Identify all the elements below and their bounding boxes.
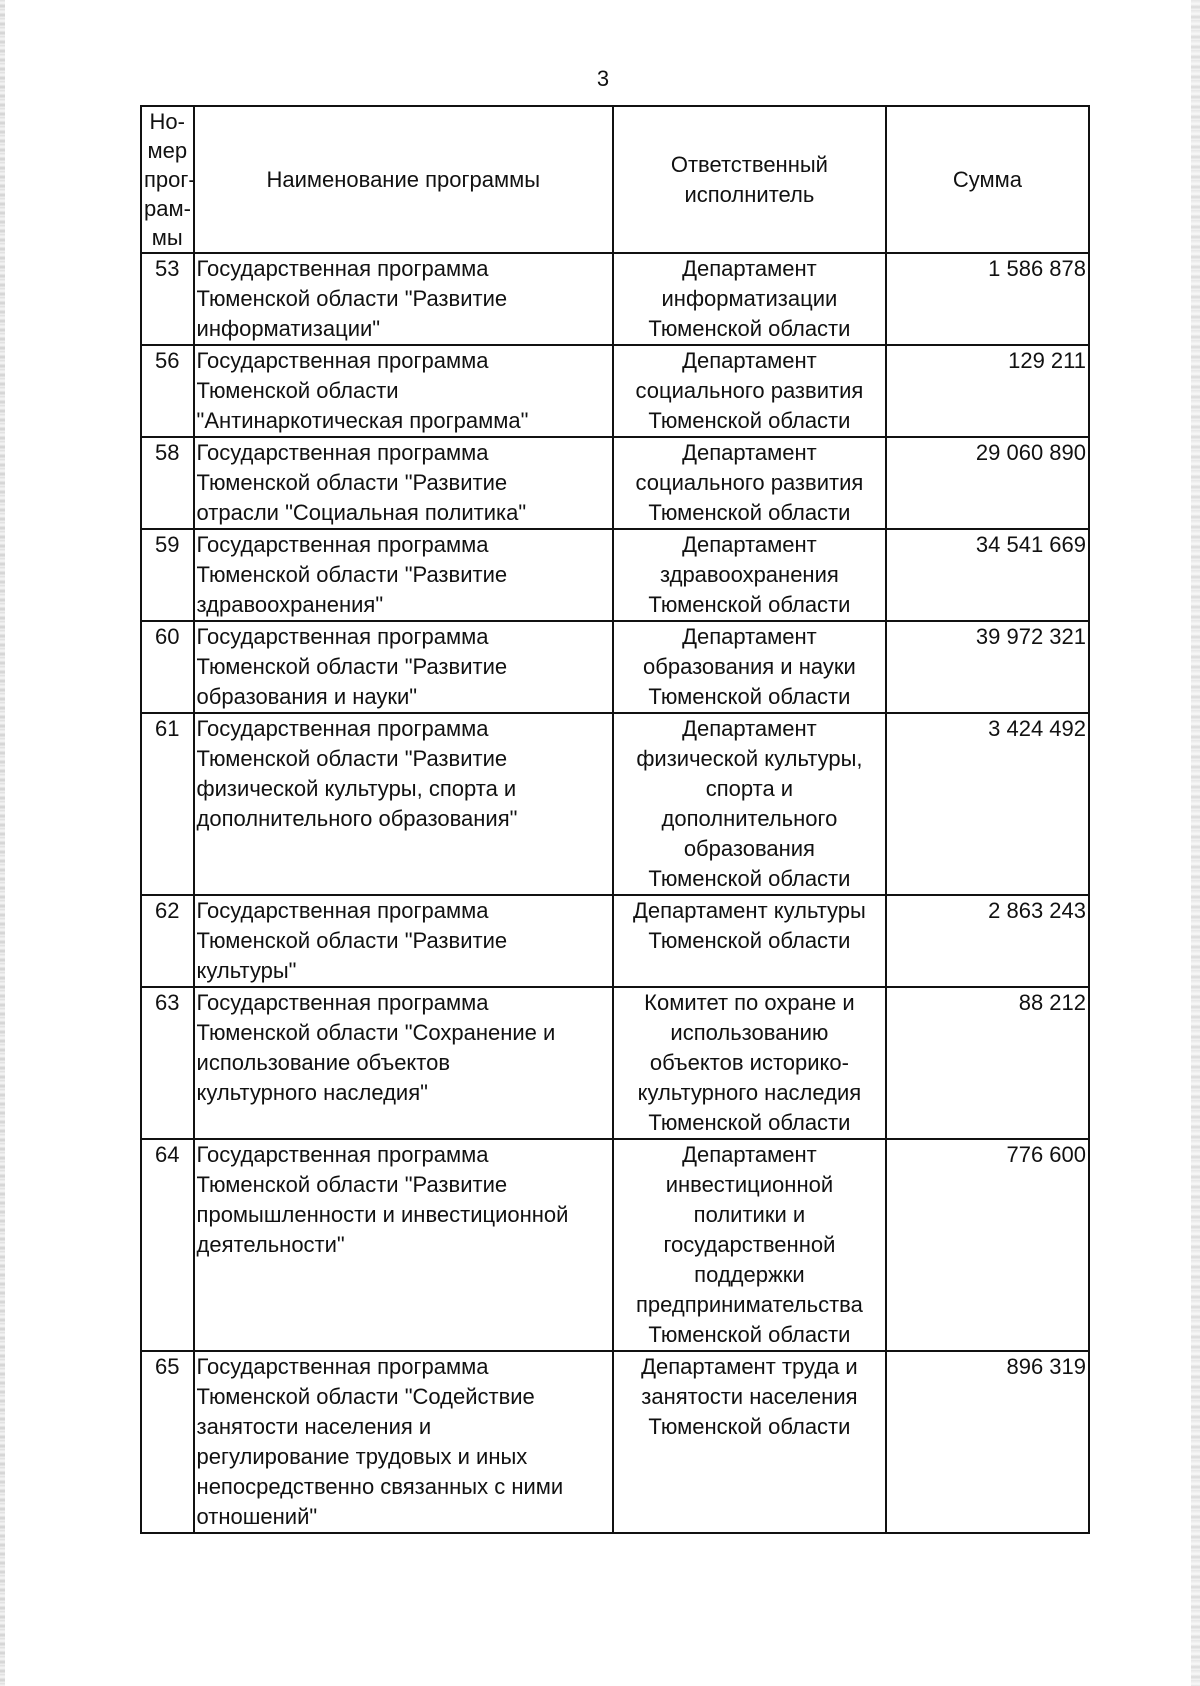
program-name: Государственная программа Тюменской области "Развитие здравоохранения" [194,529,613,621]
program-sum: 776 600 [886,1139,1089,1351]
scan-edge-left [0,0,5,1686]
program-sum: 896 319 [886,1351,1089,1533]
table-row [141,529,1089,621]
table-row [141,1351,1089,1533]
header-row [141,106,1089,253]
table-row [141,987,1089,1139]
program-responsible: Департамент физической культуры, спорта и дополнительного образования Тюменской области [613,713,886,895]
program-sum: 3 424 492 [886,713,1089,895]
program-sum: 2 863 243 [886,895,1089,987]
program-name: Государственная программа Тюменской области "Развитие отрасли "Социальная политика" [194,437,613,529]
header-number: Но- мер прог- рам- мы [141,106,194,253]
page-number: 3 [596,66,610,91]
header-responsible: Ответственный исполнитель [613,106,886,253]
program-responsible: Комитет по охране и использованию объектов историко- культурного наследия Тюменской области [613,987,886,1139]
program-sum: 88 212 [886,987,1089,1139]
scan-edge-right [1191,0,1200,1686]
program-sum: 39 972 321 [886,621,1089,713]
table-row [141,713,1089,895]
program-responsible: Департамент социального развития Тюменской области [613,437,886,529]
table-header [141,106,1089,253]
program-number: 63 [141,987,194,1139]
table-row [141,345,1089,437]
program-name: Государственная программа Тюменской области "Антинаркотическая программа" [194,345,613,437]
program-number: 64 [141,1139,194,1351]
program-responsible: Департамент социального развития Тюменской области [613,345,886,437]
table-row [141,621,1089,713]
program-name: Государственная программа Тюменской области "Содействие занятости населения и регулирование трудовых и иных непосредственно связанных с ними отношений" [194,1351,613,1533]
table-body [141,253,1089,1533]
program-number: 58 [141,437,194,529]
programs-table [140,105,1090,1534]
table-row [141,895,1089,987]
program-number: 59 [141,529,194,621]
program-responsible: Департамент здравоохранения Тюменской области [613,529,886,621]
program-name: Государственная программа Тюменской области "Развитие промышленности и инвестиционной деятельности" [194,1139,613,1351]
program-responsible: Департамент образования и науки Тюменской области [613,621,886,713]
header-name: Наименование программы [194,106,613,253]
program-number: 65 [141,1351,194,1533]
table-row [141,1139,1089,1351]
table-row [141,437,1089,529]
program-number: 60 [141,621,194,713]
program-number: 62 [141,895,194,987]
program-responsible: Департамент труда и занятости населения Тюменской области [613,1351,886,1533]
program-number: 53 [141,253,194,345]
program-responsible: Департамент информатизации Тюменской области [613,253,886,345]
program-number: 61 [141,713,194,895]
program-name: Государственная программа Тюменской области "Развитие культуры" [194,895,613,987]
program-responsible: Департамент инвестиционной политики и государственной поддержки предпринимательства Тюменской области [613,1139,886,1351]
program-sum: 29 060 890 [886,437,1089,529]
program-name: Государственная программа Тюменской области "Сохранение и использование объектов культурного наследия" [194,987,613,1139]
program-number: 56 [141,345,194,437]
program-sum: 1 586 878 [886,253,1089,345]
program-sum: 129 211 [886,345,1089,437]
program-responsible: Департамент культуры Тюменской области [613,895,886,987]
program-name: Государственная программа Тюменской области "Развитие образования и науки" [194,621,613,713]
header-sum: Сумма [886,106,1089,253]
program-name: Государственная программа Тюменской области "Развитие информатизации" [194,253,613,345]
table-row [141,253,1089,345]
program-name: Государственная программа Тюменской области "Развитие физической культуры, спорта и дополнительного образования" [194,713,613,895]
program-sum: 34 541 669 [886,529,1089,621]
